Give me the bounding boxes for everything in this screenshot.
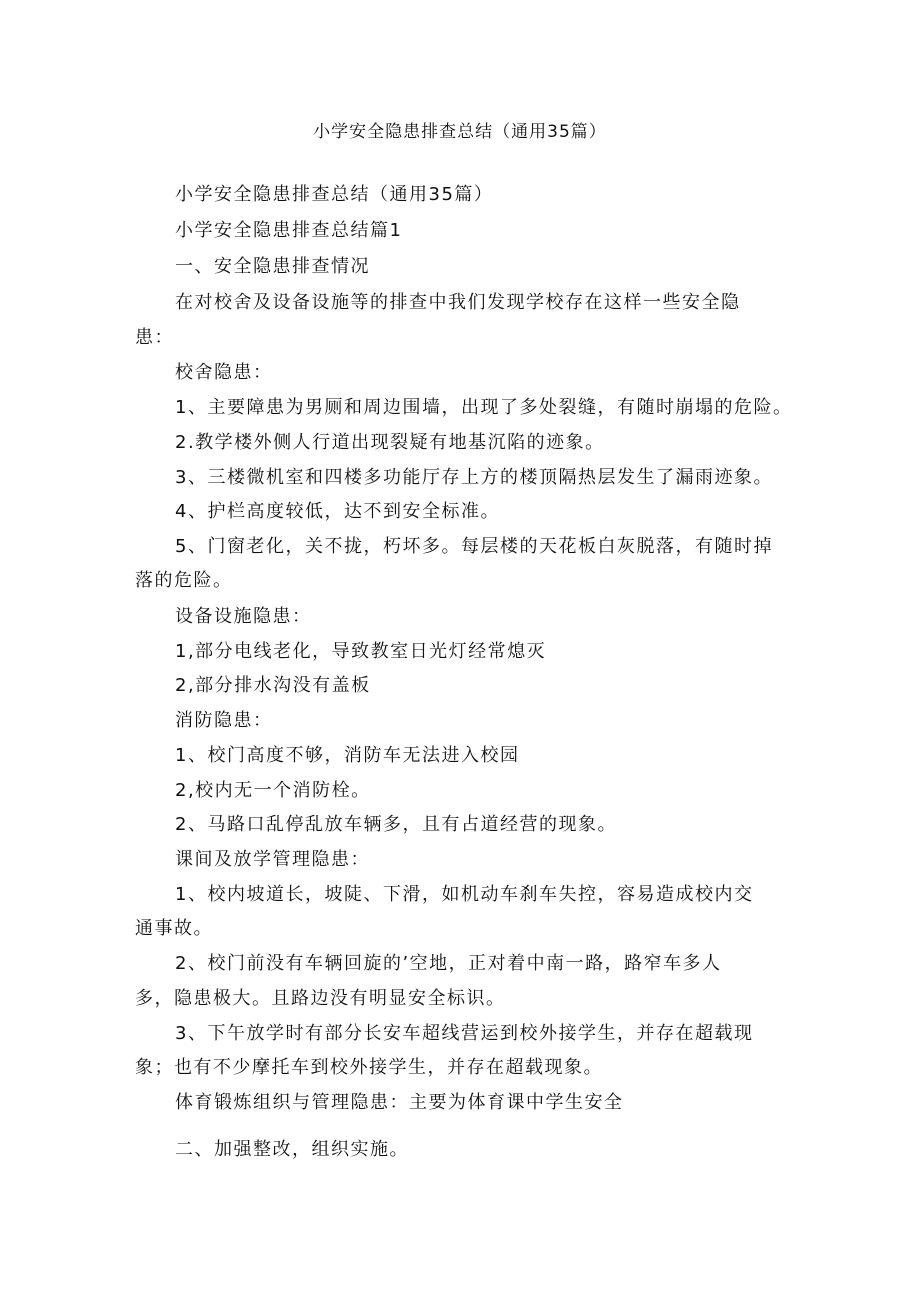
paragraph-line: 多，隐患极大。且路边没有明显安全标识。 (135, 988, 506, 1009)
paragraph-line: 1、主要障患为男厕和周边围墙，出现了多处裂缝，有随时崩塌的危险。 (175, 397, 793, 418)
subheading-fire-hazards: 消防隐患： (175, 710, 273, 731)
section-heading-2: 二、加强整改，组织实施。 (175, 1139, 409, 1160)
paragraph-line: 2,部分排水沟没有盖板 (175, 675, 371, 696)
paragraph-line: 2、马路口乱停乱放车辆多，且有占道经营的现象。 (175, 814, 617, 835)
paragraph-line: 1、校内坡道长，坡陡、下滑，如机动车刹车失控，容易造成校内交 (175, 884, 754, 905)
paragraph-line: 在对校舍及设备设施等的排查中我们发现学校存在这样一些安全隐 (175, 292, 741, 313)
paragraph-line: 4、护栏高度较低，达不到安全标准。 (175, 501, 500, 522)
paragraph-line: 通事故。 (135, 918, 213, 939)
paragraph-line: 患： (135, 327, 174, 348)
paragraph-line: 5、门窗老化，关不拢，朽坏多。每层楼的天花板白灰脱落，有随时掉 (175, 536, 773, 557)
section-heading-chapter1: 小学安全隐患排查总结篇1 (175, 220, 403, 241)
paragraph-line: 体育锻炼组织与管理隐患：主要为体育课中学生安全 (175, 1092, 624, 1113)
subheading-equipment-hazards: 设备设施隐患： (175, 606, 312, 627)
section-heading-1: 一、安全隐患排查情况 (175, 256, 370, 277)
paragraph-line: 3、三楼微机室和四楼多功能厅存上方的楼顶隔热层发生了漏雨迹象。 (175, 467, 773, 488)
paragraph-line: 2、校门前没有车辆回旋的’空地，正对着中南一路，路窄车多人 (175, 953, 722, 974)
paragraph-line: 象；也有不少摩托车到校外接学生，并存在超载现象。 (135, 1057, 603, 1078)
document-title: 小学安全隐患排查总结（通用35篇） (313, 122, 607, 142)
paragraph-line: 2.教学楼外侧人行道出现裂疑有地基沉陷的迹象。 (175, 432, 605, 453)
subheading-campus-hazards: 校舍隐患： (175, 362, 273, 383)
paragraph-line: 1、校门高度不够，消防车无法进入校园 (175, 745, 520, 766)
paragraph-line: 1,部分电线老化，导致教室日光灯经常熄灭 (175, 641, 547, 662)
paragraph-line: 3、下午放学时有部分长安车超线营运到校外接学生，并存在超载现 (175, 1023, 754, 1044)
subheading-break-dismissal-hazards: 课间及放学管理隐患： (175, 849, 370, 870)
subtitle-line: 小学安全隐患排查总结（通用35篇） (175, 184, 494, 205)
paragraph-line: 落的危险。 (135, 570, 233, 591)
paragraph-line: 2,校内无一个消防栓。 (175, 780, 371, 801)
